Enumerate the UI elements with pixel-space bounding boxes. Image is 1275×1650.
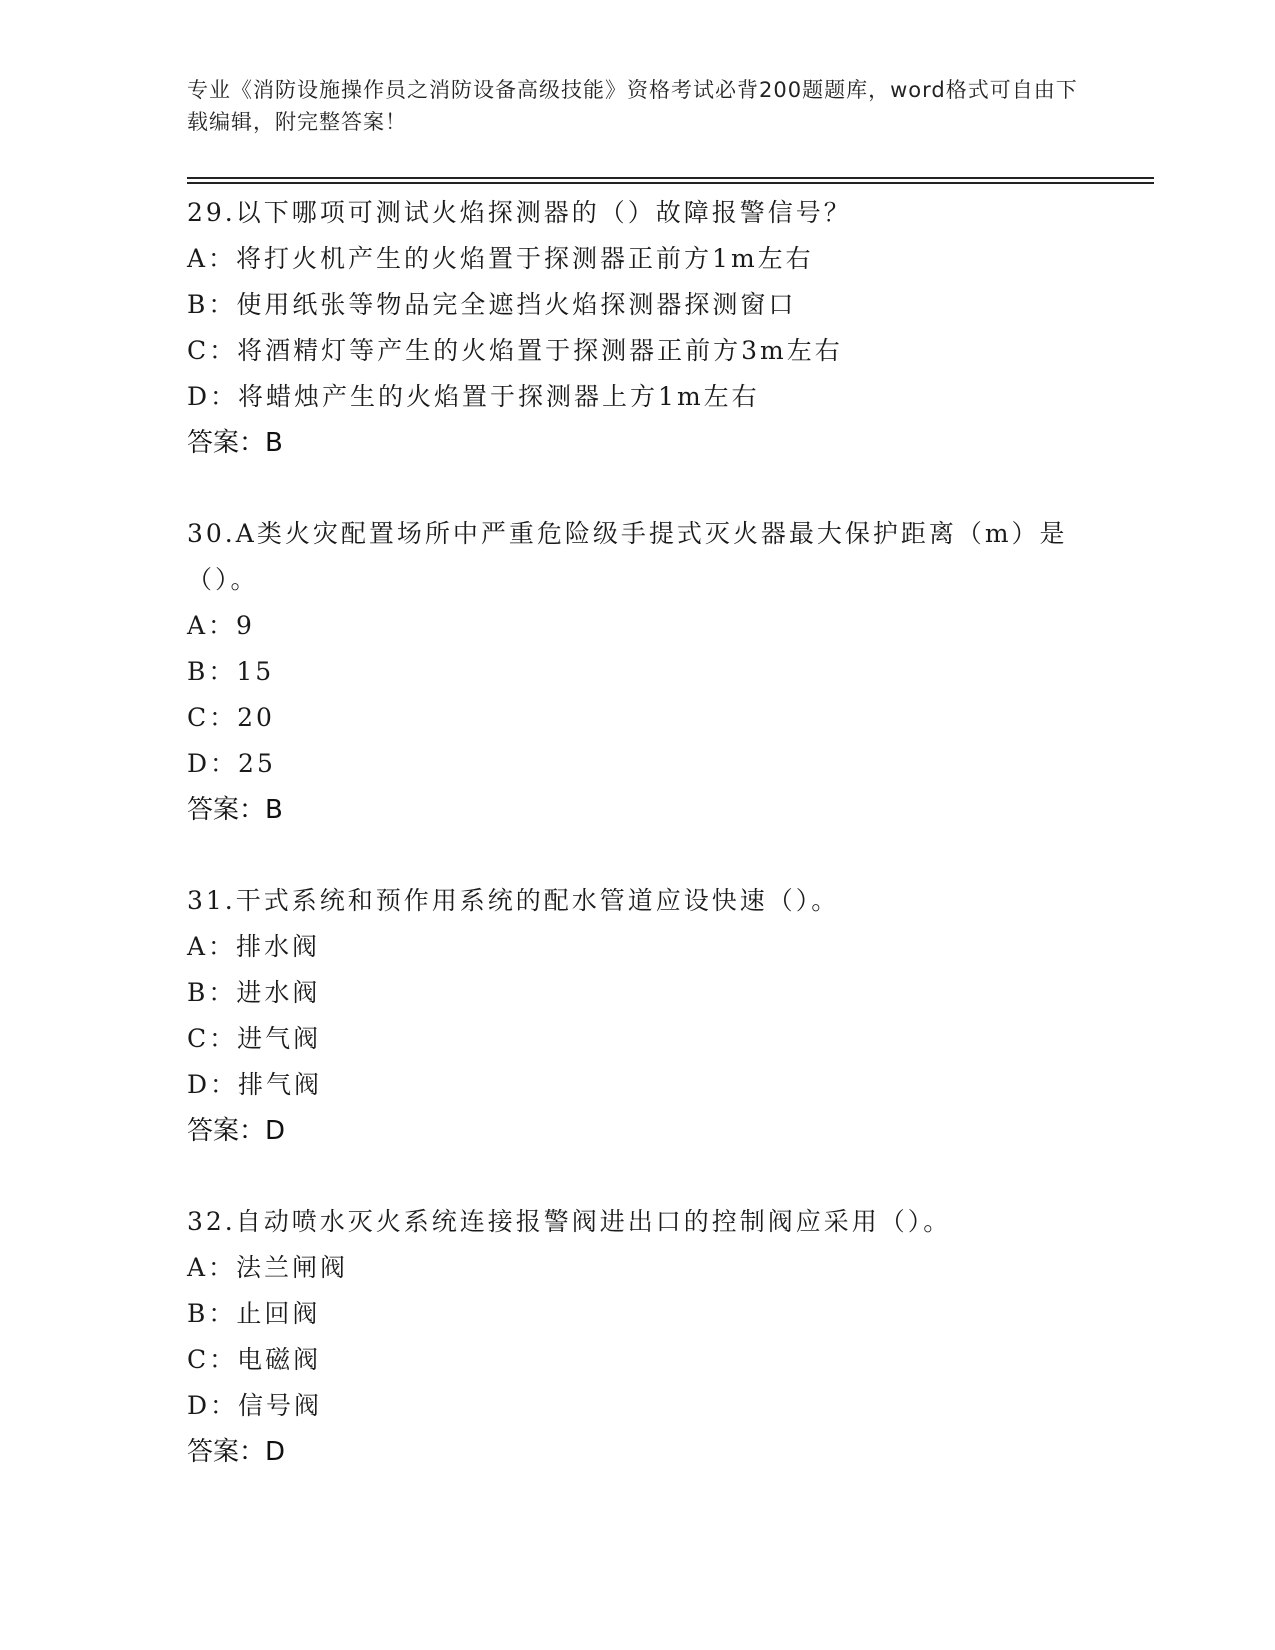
question-32 [187, 1199, 1087, 1475]
option-c: C：将酒精灯等产生的火焰置于探测器正前方3m左右 [187, 336, 843, 365]
option-d: D：将蜡烛产生的火焰置于探测器上方1m左右 [187, 382, 760, 411]
answer: 答案：D [187, 1116, 286, 1146]
question-text: 29.以下哪项可测试火焰探测器的（）故障报警信号？ [187, 198, 852, 227]
question-text: 31.干式系统和预作用系统的配水管道应设快速（）。 [187, 886, 840, 915]
header-rule-top [187, 177, 1154, 179]
option-c: C：进气阀 [187, 1024, 322, 1053]
option-c: C：20 [187, 703, 275, 732]
question-31 [187, 878, 1087, 1154]
option-d: D：信号阀 [187, 1391, 323, 1420]
question-text: 32.自动喷水灭火系统连接报警阀进出口的控制阀应采用（）。 [187, 1207, 952, 1236]
question-text: 30.A类火灾配置场所中严重危险级手提式灭火器最大保护距离（m）是（）。 [187, 519, 1068, 594]
header-rule-bottom [187, 182, 1154, 184]
question-29 [187, 190, 1087, 466]
option-b: B：15 [187, 657, 275, 686]
answer: 答案：B [187, 795, 283, 825]
option-b: B：止回阀 [187, 1299, 321, 1328]
option-a: A：将打火机产生的火焰置于探测器正前方1m左右 [187, 244, 814, 273]
question-list [187, 190, 1087, 1520]
option-d: D：25 [187, 749, 276, 778]
answer: 答案：D [187, 1437, 286, 1467]
option-b: B：使用纸张等物品完全遮挡火焰探测器探测窗口 [187, 290, 797, 319]
document-header: 专业《消防设施操作员之消防设备高级技能》资格考试必背200题题库，word格式可自由下载编辑，附完整答案！ [187, 78, 1078, 134]
option-b: B：进水阀 [187, 978, 321, 1007]
option-d: D：排气阀 [187, 1070, 323, 1099]
question-30 [187, 511, 1087, 833]
answer: 答案：B [187, 428, 283, 458]
option-a: A：排水阀 [187, 932, 321, 961]
option-a: A：9 [187, 611, 255, 640]
option-a: A：法兰闸阀 [187, 1253, 349, 1282]
option-c: C：电磁阀 [187, 1345, 322, 1374]
